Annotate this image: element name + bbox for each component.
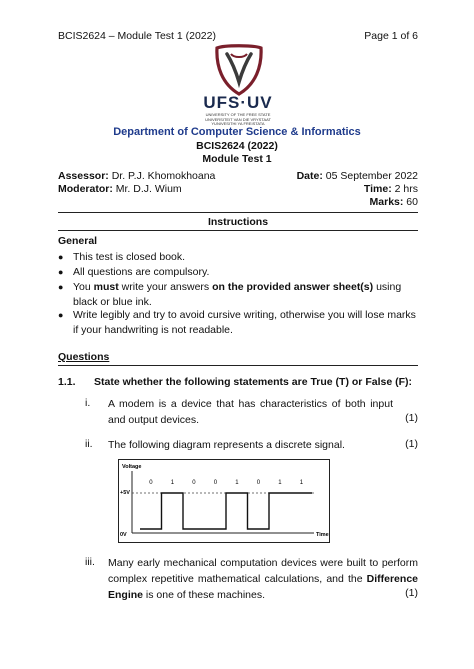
details-row-1 [58,170,418,182]
bit-label: 1 [278,480,282,486]
y-axis-label: Voltage [122,464,142,470]
marks-label: Marks: [369,196,404,208]
x-axis-label: Time [316,532,329,538]
questions-heading: Questions [58,351,110,363]
instruction-item: ● Write legibly and try to avoid cursive writing, otherwise you will lose marks if your handwriting is not readable. [58,309,416,336]
item-number: iii. [85,556,95,568]
course-title: BCIS2624 (2022) [196,140,278,152]
time-value: 2 hrs [391,183,418,195]
instruction-item: ● All questions are compulsory. [58,266,210,278]
bit-label: 0 [149,480,153,486]
bit-label: 0 [213,480,218,486]
page-number: Page 1 of 6 [364,30,418,42]
moderator-value: Mr. D.J. Wium [112,183,182,195]
bit-label: 0 [256,480,261,486]
item-mark: (1) [405,438,418,450]
bit-label: 1 [235,480,239,486]
bullet-icon: ● [58,267,64,277]
general-heading: General [58,235,98,247]
item-text: A modem is a device that has characteristics of both input and output devices. [108,398,393,426]
assessor-value: Dr. P.J. Khomokhoana [108,170,216,182]
item-number: i. [85,397,91,409]
bullet-icon: ● [58,282,64,292]
university-shield-logo [214,44,264,96]
instructions-title: Instructions [207,216,269,228]
divider [58,365,418,366]
bullet-icon: ● [58,252,64,262]
signal-diagram [118,459,330,543]
bit-label: 0 [192,480,196,486]
item-number: ii. [85,438,93,450]
university-wordmark: UFS·UV [203,93,273,112]
item-text: The following diagram represents a discrete signal. [108,439,345,451]
bullet-icon: ● [58,310,64,320]
assessor-label: Assessor: [58,170,109,182]
instruction-item: ● This test is closed book. [58,251,186,263]
marks-value: 60 [403,196,418,208]
details-row-2 [58,183,418,195]
low-level-label: 0V [120,532,127,538]
running-header: BCIS2624 – Module Test 1 (2022) [58,30,216,42]
bit-label: 1 [170,480,175,486]
item-mark: (1) [405,412,418,424]
test-title: Module Test 1 [202,153,272,165]
department-title: Department of Computer Science & Informatics [113,126,361,138]
question-text: State whether the following statements are True (T) or False (F): [94,376,412,388]
bit-label: 1 [299,480,304,486]
university-subtitle: UNIVERSITY OF THE FREE STATE UNIVERSITEIT VAN DIE VRYSTAAT YUNIVESITHI YA FREISTATA [205,112,271,126]
item-mark: (1) [405,587,418,599]
date-value: 05 September 2022 [322,170,418,182]
date-label: Date: [296,170,323,182]
moderator-label: Moderator: [58,183,113,195]
time-label: Time: [363,183,392,195]
item-text: Many early mechanical computation devices were built to perform complex repetitive mathematical calculations, and the Difference Engine is one of these machines. [108,557,418,601]
divider [58,212,418,213]
details-row-3 [58,196,418,208]
instruction-item: ● You must write your answers on the provided answer sheet(s) using black or blue ink. [58,281,402,308]
question-number: 1.1. [58,376,76,388]
divider [58,230,418,231]
high-level-label: +5V [120,490,130,496]
